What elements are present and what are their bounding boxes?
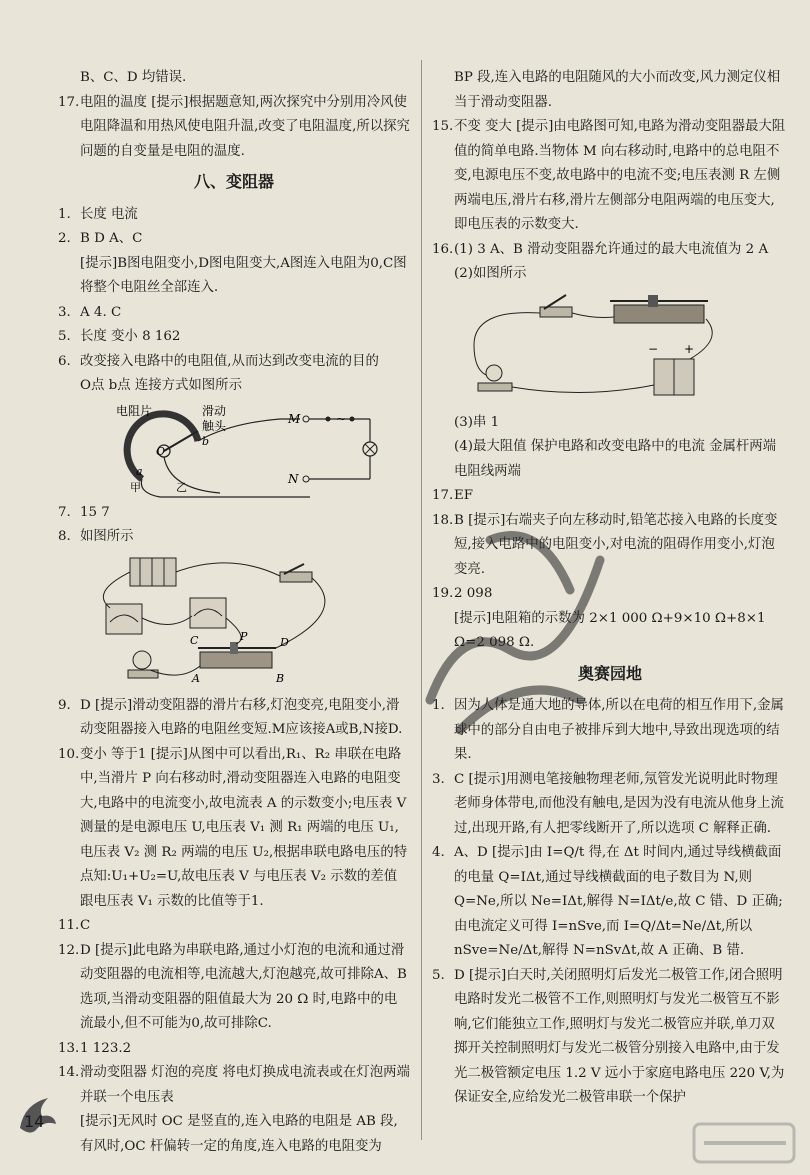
terminal-m — [303, 416, 309, 422]
corner-watermark-icon — [690, 1118, 800, 1168]
answer-17 — [58, 91, 410, 165]
wire-1 — [474, 312, 540, 374]
answer-number: 18. — [432, 512, 454, 528]
olympiad-3 — [432, 768, 788, 842]
right-column — [432, 66, 788, 1111]
label-plus: + — [684, 341, 695, 356]
olympiad-5 — [432, 964, 788, 1111]
label-m: M — [288, 411, 301, 426]
label-tilde: ~ — [336, 411, 347, 426]
rheostat-diagram — [80, 401, 390, 499]
answer-number: 6. — [58, 353, 71, 369]
label-b: B — [276, 671, 285, 685]
carry-over-line: B、C、D 均错误. — [80, 70, 187, 85]
wire-2 — [103, 572, 130, 608]
answer-16-subpart-3: (3)串 1 — [454, 414, 500, 430]
answer-number: 15. — [432, 119, 454, 134]
olympiad-4 — [432, 841, 788, 964]
answer-subpart-2: (2)如图所示 — [454, 266, 527, 281]
answer-text: 改变接入电路中的电阻值,从而达到改变电流的目的 — [80, 353, 379, 369]
label-slide: 滑动 — [202, 403, 227, 418]
answer-16 — [432, 238, 788, 287]
answer-text: 变小 等于1 [提示]从图中可以看出,R₁、R₂ 串联在电路中,当滑片 P 向右移动时,滑动变阻器连入电路的电阻变大,电路中的电流变小,故电流表 A 的示数变小;电压表 V 测量的是电源电压 U,电压表 V₁ 测 R₁ 两端的电压 U₁,电压表 V₂ 测 R₂ 两端的电压 U₂,根据串联电路电压的特点知:U₁+U₂=U,故电压表 V 与电压表 V₂ 示数的差值跟电压表 V₁ 示数的比值等于1. — [80, 746, 408, 909]
label-resistor-piece: 电阻片 — [116, 403, 153, 418]
bulb-base — [478, 383, 512, 391]
answer-number: 17. — [432, 488, 454, 503]
battery-box — [130, 558, 176, 586]
answer-text: 如图所示 — [80, 529, 134, 544]
label-jia: 甲 — [130, 480, 141, 494]
meter-1 — [106, 604, 142, 634]
answer-text: D [提示]滑动变阻器的滑片右移,灯泡变亮,电阻变小,滑动变阻器接入电路的电阻丝变短.M应该接A或B,N接D. — [80, 697, 403, 737]
answer-number: 16. — [432, 241, 454, 257]
answer-text: 电阻的温度 [提示]根据题意知,两次探究中分别用冷风使电阻降温和用热风使电阻升温,改变了电阻温度,所以探究问题的自变量是电阻的温度. — [80, 94, 410, 159]
answer-12 — [58, 939, 410, 1037]
answer-number: 5. — [432, 967, 445, 983]
wire-1 — [176, 562, 280, 575]
wire-3 — [142, 616, 192, 625]
page-number: 14 — [24, 1112, 45, 1131]
label-p: P — [240, 629, 248, 643]
answer-13 — [58, 1037, 410, 1062]
answer-number: 8. — [58, 529, 71, 544]
answer-5 — [58, 325, 410, 350]
answer-text: 滑动变阻器 灯泡的亮度 将电灯换成电流表或在灯泡两端并联一个电压表 — [80, 1065, 410, 1105]
answer-hint: [提示]无风时 OC 是竖直的,连入电路的电阻是 AB 段,有风时,OC 杆偏转一定的角度,连入电路的电阻变为 — [80, 1114, 398, 1154]
olympiad-1 — [432, 694, 788, 768]
meter-2 — [190, 598, 226, 628]
answer-number: 3. — [58, 304, 71, 320]
answer-9 — [58, 694, 410, 743]
answer-15 — [432, 115, 788, 238]
section-title: 奥赛园地 — [577, 663, 642, 683]
answer-10 — [58, 743, 410, 915]
answer-18 — [432, 509, 788, 583]
label-a: A — [192, 671, 200, 685]
wire-6 — [226, 618, 241, 644]
answer-number: 4. — [432, 845, 445, 860]
answer-2 — [58, 227, 410, 301]
answer-text: 长度 电流 — [80, 206, 138, 222]
answer-number: 12. — [58, 942, 80, 958]
answer-3 — [58, 301, 410, 326]
answer-number: 19. — [432, 586, 454, 601]
slider-contact — [164, 431, 198, 451]
wire-o — [164, 457, 220, 493]
figure-16-circuit — [454, 289, 788, 409]
series-circuit-diagram — [454, 289, 774, 409]
answer-number: 14. — [58, 1065, 80, 1080]
answer-number: 10. — [58, 746, 80, 762]
answer-14 — [58, 1061, 410, 1159]
answer-text: A 4. C — [80, 304, 122, 320]
corner-watermark-frame — [694, 1124, 794, 1162]
answer-text: 2 098 — [454, 586, 493, 601]
label-c: C — [190, 633, 199, 647]
answer-text: B [提示]右端夹子向左移动时,铅笔芯接入电路的长度变短,接入电路中的电阻变小,对电流的阻碍作用变小,灯泡变亮. — [454, 512, 778, 577]
answer-text: A、D [提示]由 I=Q/t 得,在 Δt 时间内,通过导线横截面的电量 Q=IΔt,通过导线横截面的电子数目为 N,则 Q=Ne,所以 Ne=IΔt,解得 N=IΔt/e,故 C 错、D 正确;由电流定义可得 I=nSve,而 I=Q/Δt=Ne/Δt,所以 nSve=Ne/Δt,解得 N=nSvΔt,故 A 正确、B 错. — [454, 845, 783, 958]
label-a: a — [136, 464, 143, 478]
bulb-icon — [486, 365, 502, 381]
label-minus: − — [648, 341, 659, 356]
answer-text: 不变 变大 [提示]由电路图可知,电路为滑动变阻器最大阻值的简单电路.当物体 M 向右移动时,电路中的总电阻不变,电源电压不变,故电路中的电流不变;电压表测 R 左侧两端电压,滑片右移,滑片左侧部分电阻两端的电压变大,即电压表的示数变大. — [454, 119, 786, 232]
wire-a — [141, 479, 310, 497]
answer-1 — [58, 203, 410, 228]
rheostat-coil — [200, 652, 272, 668]
answer-number: 1. — [58, 206, 71, 222]
answer-text: B D A、C — [80, 231, 143, 246]
answer-17 — [432, 484, 788, 509]
answer-number: 9. — [58, 697, 71, 713]
carry-over-line: BP 段,连入电路的电阻随风的大小而改变,风力测定仪相当于滑动变阻器. — [454, 70, 781, 110]
label-d: D — [280, 635, 289, 649]
answer-text: EF — [454, 488, 474, 503]
answer-text: D [提示]白天时,关闭照明灯后发光二极管工作,闭合照明电路时发光二极管不工作,则照明灯与发光二极管互不影响,它们能独立工作,照明灯与发光二极管应并联,单刀双掷开关控制照明灯与发光二极管分别接入电路中,由于发光二极管额定电压 1.2 V 远小于家庭电路电压 220 V,为保证安全,应给发光二极管串联一个保护 — [454, 967, 785, 1105]
wire-2 — [572, 313, 614, 318]
answer-hint: [提示]B图电阻变小,D图电阻变大,A图连入电阻为0,C图将整个电阻丝全部连入. — [80, 255, 407, 295]
rheostat-slider — [648, 295, 658, 307]
answer-text-line2: O点 b点 连接方式如图所示 — [80, 378, 242, 393]
rheostat-coil — [614, 305, 704, 323]
figure-6-rheostat — [80, 401, 410, 499]
answer-number: 7. — [58, 504, 71, 520]
answer-number: 11. — [58, 918, 80, 933]
answer-text: 因为人体是通大地的导体,所以在电荷的相互作用下,金属球中的部分自由电子被排斥到大地中,导致出现选项的结果. — [454, 698, 784, 762]
left-column — [58, 66, 410, 1159]
source-dot-2 — [350, 416, 355, 421]
answer-text: C [提示]用测电笔接触物理老师,氖管发光说明此时物理老师身体带电,而他没有触电,是因为没有电流从他身上流过,出现开路,有人把零线断开了,所以选项 C 解释正确. — [454, 771, 784, 836]
label-b: b — [202, 434, 210, 448]
label-yi: 乙 — [176, 480, 187, 494]
answer-11 — [58, 914, 410, 939]
answer-6 — [58, 350, 410, 399]
bulb-icon — [133, 651, 151, 669]
answer-text: D [提示]此电路为串联电路,通过小灯泡的电流和通过滑动变阻器的电流相等,电流越大,灯泡越亮,故可排除A、B选项,当滑动变阻器的阻值最大为 20 Ω 时,电路中的电流最小,但不可能为0,故可排除C. — [80, 942, 407, 1031]
answer-16-subpart-4: (4)最大阻值 保护电路和改变电路中的电流 金属杆两端 电阻线两端 — [454, 439, 777, 479]
answer-text: (1) 3 A、B 滑动变阻器允许通过的最大电流值为 2 A — [454, 241, 769, 257]
answer-7 — [58, 501, 410, 526]
answer-8 — [58, 525, 410, 550]
answer-text: 15 7 — [80, 504, 110, 520]
label-o: O — [156, 444, 166, 458]
section-title: 八、变阻器 — [193, 172, 274, 191]
label-contact: 触头 — [202, 418, 227, 433]
answer-number: 1. — [432, 698, 445, 713]
figure-8-circuit — [80, 552, 410, 692]
answer-text: 1 123.2 — [80, 1040, 132, 1056]
answer-number: 2. — [58, 231, 71, 246]
circuit-photo-diagram — [80, 552, 400, 692]
answer-text: 长度 变小 8 162 — [80, 329, 181, 344]
source-dot-1 — [326, 416, 331, 421]
column-divider — [421, 60, 422, 1140]
wire-4 — [512, 385, 654, 393]
answer-text: C — [80, 918, 91, 933]
answer-number: 13. — [58, 1040, 80, 1056]
answer-hint: [提示]电阻箱的示数为 2×1 000 Ω+9×10 Ω+8×1 Ω=2 098 Ω. — [454, 610, 766, 650]
answer-number: 5. — [58, 329, 71, 344]
answer-number: 17. — [58, 94, 80, 110]
terminal-n — [303, 476, 309, 482]
answer-19 — [432, 582, 788, 656]
label-n: N — [288, 471, 299, 486]
answer-number: 3. — [432, 771, 445, 787]
